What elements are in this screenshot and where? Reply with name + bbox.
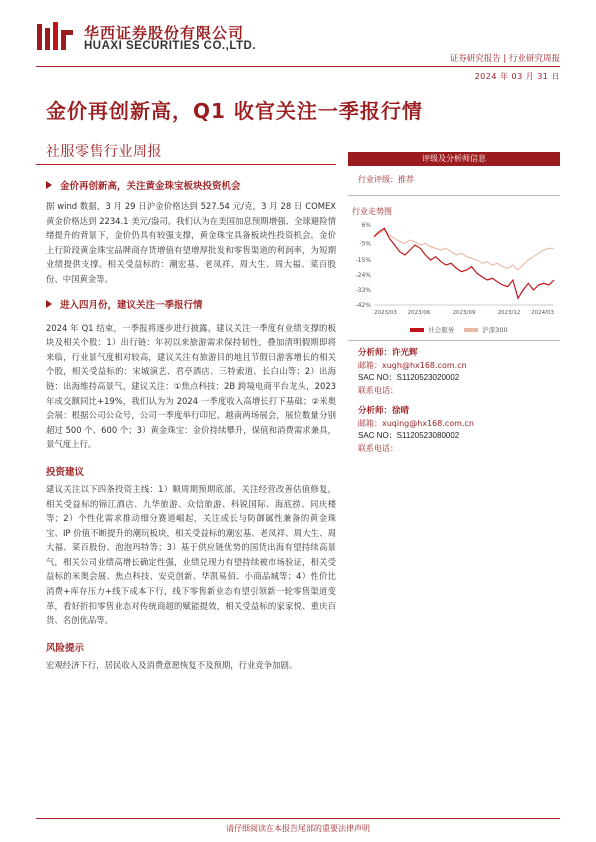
- report-type: 证券研究报告 | 行业研究周报: [449, 54, 560, 64]
- x-tick-label: 2023/09: [452, 310, 476, 316]
- page-subtitle: 社服零售行业周报: [46, 144, 162, 160]
- x-tick-label: 2023/06: [407, 310, 431, 316]
- sidebar-divider: [348, 195, 560, 196]
- analyst-name: 分析师：徐晴: [358, 406, 410, 416]
- legend-swatch-0: [410, 328, 424, 332]
- chart-legend: [348, 325, 560, 334]
- y-tick-label: -42%: [355, 302, 371, 309]
- company-name-en: HUAXI SECURITIES CO.,LTD.: [84, 40, 257, 52]
- triangle-bullet-icon: [46, 300, 52, 308]
- analyst-tel: 联系电话：: [358, 385, 398, 395]
- series-line-1: [374, 230, 554, 270]
- report-date: 2024 年 03 月 31 日: [474, 72, 560, 81]
- analyst-sac: SAC NO：S1120523020002: [358, 373, 460, 382]
- company-name-cn: 华西证券股份有限公司: [84, 24, 245, 42]
- risk-paragraph: 宏观经济下行，居民收入及消费意愿恢复不及预期，行业竞争加剧。: [46, 659, 298, 670]
- investment-heading: 投资建议: [46, 466, 85, 478]
- analyst-sac: SAC NO：S1120523080002: [358, 431, 460, 440]
- y-tick-label: -5%: [359, 240, 371, 248]
- legend-label-1: 沪深300: [482, 326, 508, 334]
- legend-label-0: 社会服务: [428, 326, 455, 334]
- y-tick-label: -24%: [355, 272, 371, 279]
- footer-divider: [36, 818, 560, 819]
- section-paragraph: 2024 年 Q1 结束，一季报将逐步进行披露，建议关注一季度有业绩支撑的板块及相关个股：1）出行链：年初以来旅游需求保持韧性，叠加清明假期即将来临，行业景气度相对较高，建议关注有旅游目的地且节假日游客增长的相关个股，相关受益标的：宋城演艺、君亭酒店、三特索道、长白山等；2）出海链：出海维持高景气，建议关注：①焦点科技：2B 跨境电商平台龙头，2023 年成交额同比+19%，我们认为为 2024 一季度收入高增长打下基础；②米奥会展：根据公司公众号，公司一季度举行印尼、越南两场展会，展位数量分别超过 500 个、600 个；3）黄金珠宝：金价持续攀升，保值和消费需求兼具，景气度上行。: [46, 322, 336, 450]
- triangle-bullet-icon: [46, 181, 52, 189]
- page-title: 金价再创新高，Q1 收官关注一季报行情: [46, 99, 423, 123]
- x-tick-label: 2023/12: [497, 310, 521, 316]
- analyst-email[interactable]: 邮箱：xuqing@hx168.com.cn: [358, 418, 474, 428]
- y-tick-label: 6%: [361, 222, 371, 229]
- analyst-card: [348, 347, 560, 397]
- industry-rating: 行业评级：推荐: [358, 175, 414, 184]
- section-heading: 金价再创新高，关注黄金珠宝板块投资机会: [46, 178, 336, 192]
- subtitle-divider: [36, 164, 336, 165]
- section-investment: [46, 464, 336, 628]
- page-header: [0, 0, 596, 62]
- sidebar: [348, 152, 560, 455]
- section-paragraph: 据 wind 数据，3 月 29 日沪金价格达到 527.54 元/克，3 月 28 日 COMEX 黄金价格达到 2234.1 美元/盎司。我们认为在美国加息预期增强、全球避险情绪提升的背景下，金价仍具有较强支撑，黄金珠宝具备板块性投资机会。金价上行阶段黄金珠宝品牌商存货增值有望增厚批发和零售渠道的利润率，为短期业绩提供支撑。相关受益标的：潮宏基、老凤祥、周大生、周大福、菜百股份、中国黄金等。: [46, 201, 336, 284]
- info-bar: 评级及分析师信息: [348, 152, 560, 166]
- legend-swatch-1: [464, 328, 478, 332]
- y-tick-label: -15%: [355, 257, 371, 264]
- section-q1: [46, 297, 336, 452]
- section-gold: [46, 178, 336, 287]
- sidebar-divider: [348, 340, 560, 341]
- section-risk: [46, 640, 336, 673]
- analyst-email[interactable]: 邮箱：xugh@hx168.com.cn: [358, 360, 467, 370]
- analyst-card: [348, 405, 560, 455]
- x-tick-label: 2023/03: [374, 310, 397, 316]
- y-tick-label: -33%: [355, 287, 371, 294]
- investment-paragraph: 建议关注以下四条投资主线：1）顺周期预期底部，关注经营改善估值修复，相关受益标的锦江酒店、九华旅游、众信旅游、科锐国际、海底捞、同庆楼等；2）个性化需求推动细分赛道崛起，关注成长与防御属性兼备的黄金珠宝、IP 价值不断提升的潮玩板块，相关受益标的潮宏基、老凤祥、周大生、周大福、菜百股份、泡泡玛特等；3）基于供应链优势的国货出海有望持续高景气，相关公司业绩高增长确定性强，业绩兑现力有望持续被市场验证，相关受益标的米奥会展、焦点科技、安克创新、华凯易佰、小商品城等；4）性价比消费+库存压力+线下成本下行，线下零售新业态有望引领新一轮零售渠道变革，看好折扣零售业态对传统商超的赋能提效，相关受益标的家家悦、重庆百货、名创优品等。: [46, 483, 336, 626]
- section-heading: 进入四月份，建议关注一季报行情: [46, 297, 336, 311]
- main-content: [46, 174, 336, 672]
- huaxi-logo-icon: [37, 22, 73, 52]
- page-footer: 请仔细阅读在本报告尾部的重要法律声明: [226, 824, 370, 833]
- analyst-name: 分析师：许光辉: [358, 348, 418, 358]
- x-tick-label: 2024/03: [531, 310, 554, 316]
- trend-title: 行业走势图: [352, 207, 392, 216]
- analyst-tel: 联系电话：: [358, 443, 398, 453]
- risk-heading: 风险提示: [46, 642, 85, 654]
- series-line-0: [374, 228, 554, 298]
- header-divider: [36, 66, 560, 67]
- trend-chart: [348, 219, 560, 319]
